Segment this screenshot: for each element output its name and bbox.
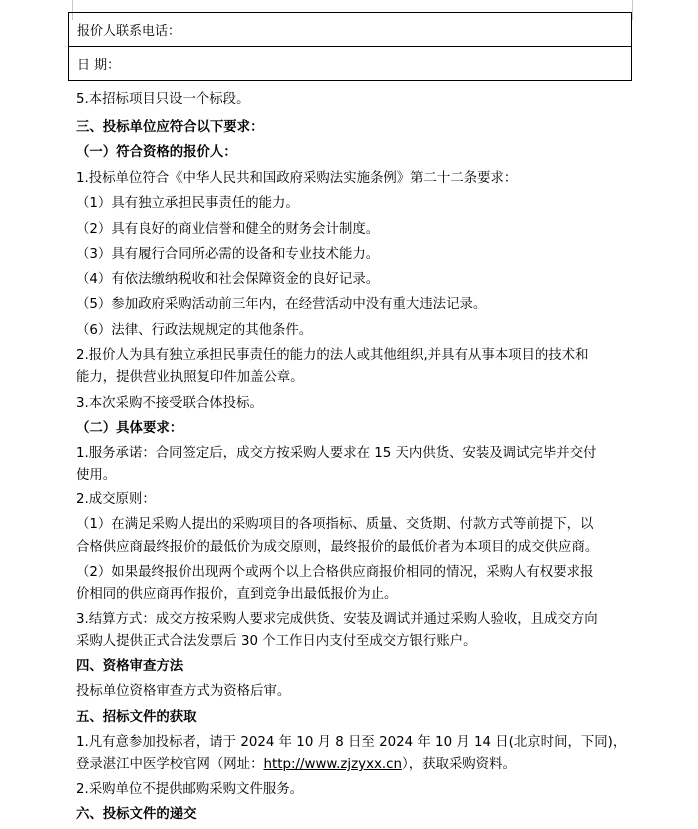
list-item: （5）参加政府采购活动前三年内，在经营活动中没有重大违法记录。 xyxy=(76,297,487,312)
section-heading-3: 三、投标单位应符合以下要求： xyxy=(76,120,264,135)
paragraph-line: 1.服务承诺：合同签定后，成交方按采购人要求在 15 天内供货、安装及调试完毕并交付 xyxy=(76,446,597,461)
list-item: （6）法律、行政法规规定的其他条件。 xyxy=(76,323,313,338)
section-heading-5: 五、招标文件的获取 xyxy=(76,710,197,725)
paragraph-line: 5.本招标项目只设一个标段。 xyxy=(76,92,250,107)
paragraph-line: 1.凡有意参加投标者，请于 2024 年 10 月 8 日至 2024 年 10 月 14 日(北京时间，下同)， xyxy=(76,735,627,750)
paragraph-line xyxy=(76,757,636,773)
paragraph-line: 2.采购单位不提供邮购采购文件服务。 xyxy=(76,782,304,797)
list-item: （2）具有良好的商业信誉和健全的财务会计制度。 xyxy=(76,222,380,237)
subsection-heading-1: （一）符合资格的报价人： xyxy=(76,145,237,160)
list-item: （3）具有履行合同所必需的设备和专业技术能力。 xyxy=(76,247,380,262)
section-heading-4: 四、资格审查方法 xyxy=(76,659,184,674)
page-corner-mark-right xyxy=(632,0,653,20)
paragraph-line: 2.成交原则： xyxy=(76,492,156,507)
contact-table xyxy=(68,12,632,81)
paragraph-line: 投标单位资格审查方式为资格后审。 xyxy=(76,684,291,699)
paragraph-line: 3.结算方式：成交方按采购人要求完成供货、安装及调试并通过采购人验收，且成交方向 xyxy=(76,612,598,627)
table-row xyxy=(69,13,632,47)
paragraph-line: （1）在满足采购人提出的采购项目的各项指标、质量、交货期、付款方式等前提下，以 xyxy=(76,517,594,532)
paragraph-line: 1.投标单位符合《中华人民共和国政府采购法实施条例》第二十二条要求： xyxy=(76,171,518,186)
paragraph-line: 采购人提供正式合法发票后 30 个工作日内支付至成交方银行账户。 xyxy=(76,634,477,649)
paragraph-line: 合格供应商最终报价的最低价为成交原则，最终报价的最低价者为本项目的成交供应商。 xyxy=(76,540,599,555)
table-row xyxy=(69,47,632,81)
paragraph-line: 能力，提供营业执照复印件加盖公章。 xyxy=(76,370,304,385)
paragraph-line: 价相同的供应商再作报价，直到竞争出最低报价为止。 xyxy=(76,587,398,602)
url-suffix: ），获取采购资料。 xyxy=(402,757,516,772)
list-item: （4）有依法缴纳税收和社会保障资金的良好记录。 xyxy=(76,272,380,287)
contact-phone-cell: 报价人联系电话： xyxy=(69,13,632,47)
paragraph-line: （2）如果最终报价出现两个或两个以上合格供应商报价相同的情况，采购人有权要求报 xyxy=(76,565,594,580)
date-cell: 日 期： xyxy=(69,47,632,81)
url-prefix: 登录湛江中医学校官网（网址： xyxy=(76,757,264,772)
paragraph-line: 使用。 xyxy=(76,468,117,483)
paragraph-line: 3.本次采购不接受联合体投标。 xyxy=(76,396,263,411)
list-item: （1）具有独立承担民事责任的能力。 xyxy=(76,196,299,211)
subsection-heading-2: （二）具体要求： xyxy=(76,421,184,436)
section-heading-6: 六、投标文件的递交 xyxy=(76,807,197,822)
website-link[interactable]: http://www.zjzyxx.cn xyxy=(263,757,403,772)
paragraph-line: 2.报价人为具有独立承担民事责任的能力的法人或其他组织,并具有从事本项目的技术和 xyxy=(76,348,589,363)
